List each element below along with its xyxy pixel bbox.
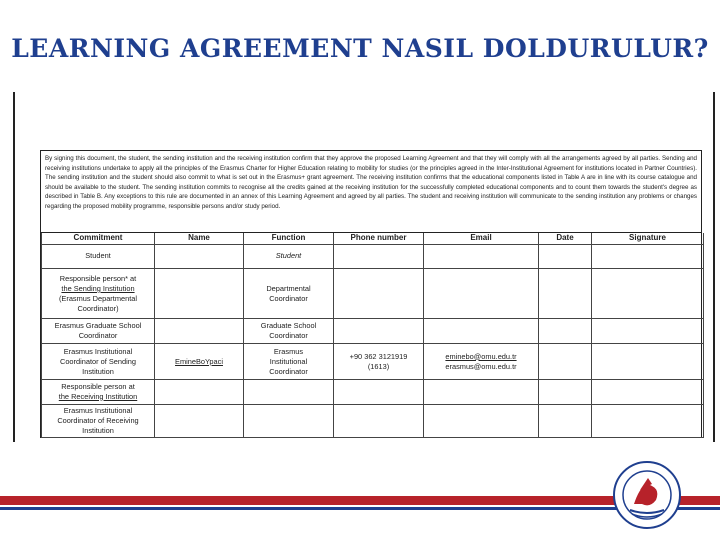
email-cell[interactable] bbox=[424, 244, 539, 269]
phone-line: (1613) bbox=[367, 361, 390, 371]
email-cell[interactable] bbox=[424, 379, 539, 404]
date-cell[interactable] bbox=[539, 244, 592, 269]
name-cell[interactable] bbox=[155, 319, 244, 344]
commitment-line: Institution bbox=[82, 366, 114, 376]
name-cell: EmineBoYpaci bbox=[155, 344, 244, 379]
header-phone: Phone number bbox=[334, 233, 424, 244]
signature-cell[interactable] bbox=[592, 404, 704, 437]
commitment-line: Erasmus Graduate School bbox=[54, 321, 142, 331]
function-cell bbox=[244, 319, 334, 344]
header-email: Email bbox=[424, 233, 539, 244]
university-seal-icon bbox=[612, 460, 682, 530]
email-cell bbox=[424, 344, 539, 379]
table-row bbox=[42, 319, 704, 344]
commitment-line: Coordinator of Receiving bbox=[57, 415, 139, 425]
name-cell[interactable] bbox=[155, 379, 244, 404]
header-function: Function bbox=[244, 233, 334, 244]
commitment-line: Responsible person* at bbox=[59, 273, 137, 283]
commitment-line: Coordinator bbox=[78, 331, 118, 341]
phone-cell[interactable] bbox=[334, 379, 424, 404]
commitment-cell bbox=[42, 344, 155, 379]
commitment-cell bbox=[42, 404, 155, 437]
commitment-line: the Sending Institution bbox=[61, 283, 135, 293]
email-link[interactable]: eminebo@omu.edu.tr bbox=[445, 351, 517, 361]
learning-agreement-document bbox=[40, 150, 702, 438]
slide-title: LEARNING AGREEMENT NASIL DOLDURULUR? bbox=[11, 34, 709, 63]
email-line: erasmus@omu.edu.tr bbox=[445, 361, 517, 371]
date-cell[interactable] bbox=[539, 379, 592, 404]
function-cell: Student bbox=[244, 244, 334, 269]
date-cell[interactable] bbox=[539, 344, 592, 379]
function-line: Departmental bbox=[266, 283, 311, 293]
function-cell bbox=[244, 269, 334, 319]
header-signature: Signature bbox=[592, 233, 704, 244]
function-cell[interactable] bbox=[244, 404, 334, 437]
email-cell[interactable] bbox=[424, 404, 539, 437]
email-cell[interactable] bbox=[424, 269, 539, 319]
function-line: Coordinator bbox=[269, 331, 308, 341]
phone-line: +90 362 3121919 bbox=[349, 351, 408, 361]
table-row bbox=[42, 269, 704, 319]
frame-line-right bbox=[713, 92, 715, 442]
commitment-line: Coordinator) bbox=[77, 303, 119, 313]
table-header-row bbox=[42, 233, 704, 244]
phone-cell[interactable] bbox=[334, 244, 424, 269]
commitment-line: Responsible person at bbox=[61, 381, 135, 391]
signature-cell[interactable] bbox=[592, 319, 704, 344]
function-line: Coordinator bbox=[269, 293, 308, 303]
name-cell[interactable] bbox=[155, 244, 244, 269]
header-date: Date bbox=[539, 233, 592, 244]
commitment-line: (Erasmus Departmental bbox=[58, 293, 138, 303]
name-cell[interactable] bbox=[155, 404, 244, 437]
commitment-line: Coordinator of Sending bbox=[59, 356, 136, 366]
commitment-cell bbox=[42, 269, 155, 319]
date-cell[interactable] bbox=[539, 319, 592, 344]
phone-cell bbox=[334, 344, 424, 379]
commitment-line: Institution bbox=[82, 425, 114, 435]
header-commitment: Commitment bbox=[42, 233, 155, 244]
commitment-table bbox=[41, 233, 704, 438]
table-row bbox=[42, 404, 704, 437]
signature-cell[interactable] bbox=[592, 244, 704, 269]
table-row bbox=[42, 244, 704, 269]
commitment-line: Erasmus Institutional bbox=[63, 405, 133, 415]
commitment-cell: Student bbox=[42, 244, 155, 269]
commitment-line: the Receiving Institution bbox=[58, 391, 138, 401]
signature-cell[interactable] bbox=[592, 269, 704, 319]
function-cell[interactable] bbox=[244, 379, 334, 404]
signature-cell[interactable] bbox=[592, 379, 704, 404]
agreement-intro-text: By signing this document, the student, the sending institution and the receiving institution confirm that they approve the proposed Learning Agreement and that they will comply with all the arrangements agreed by all parties. Sending and receiving institutions undertake to apply all the principles of the Erasmus Charter for Higher Education relating to mobility for studies (or the principles agreed in the Inter-Institutional Agreement for institutions located in Partner Countries). The sending institution and the student should also commit to what is set out in the Erasmus+ grant agreement. The receiving institution confirms that the educational components listed in Table A are in line with its course catalogue and should be available to the student. The sending institution commits to recognise all the credits gained at the receiving institution for the successfully completed educational components and to count them towards the student's degree as described in Table B. Any exceptions to this rule are documented in an annex of this Learning Agreement and agreed by all parties. The student and receiving institution will communicate to the sending institution any problems or changes regarding the proposed mobility programme, responsible persons and/or study period. bbox=[41, 151, 701, 233]
function-line: Graduate School bbox=[260, 321, 317, 331]
date-cell[interactable] bbox=[539, 269, 592, 319]
table-row bbox=[42, 344, 704, 379]
date-cell[interactable] bbox=[539, 404, 592, 437]
phone-cell[interactable] bbox=[334, 269, 424, 319]
function-line: Institutional bbox=[269, 356, 308, 366]
phone-cell[interactable] bbox=[334, 404, 424, 437]
commitment-line: Erasmus Institutional bbox=[63, 346, 133, 356]
header-name: Name bbox=[155, 233, 244, 244]
signature-cell[interactable] bbox=[592, 344, 704, 379]
table-row bbox=[42, 379, 704, 404]
function-line: Erasmus bbox=[273, 346, 304, 356]
function-line: Coordinator bbox=[269, 366, 308, 376]
commitment-cell bbox=[42, 319, 155, 344]
commitment-cell bbox=[42, 379, 155, 404]
frame-line-left bbox=[13, 92, 15, 442]
function-cell bbox=[244, 344, 334, 379]
phone-cell[interactable] bbox=[334, 319, 424, 344]
name-cell[interactable] bbox=[155, 269, 244, 319]
email-cell[interactable] bbox=[424, 319, 539, 344]
